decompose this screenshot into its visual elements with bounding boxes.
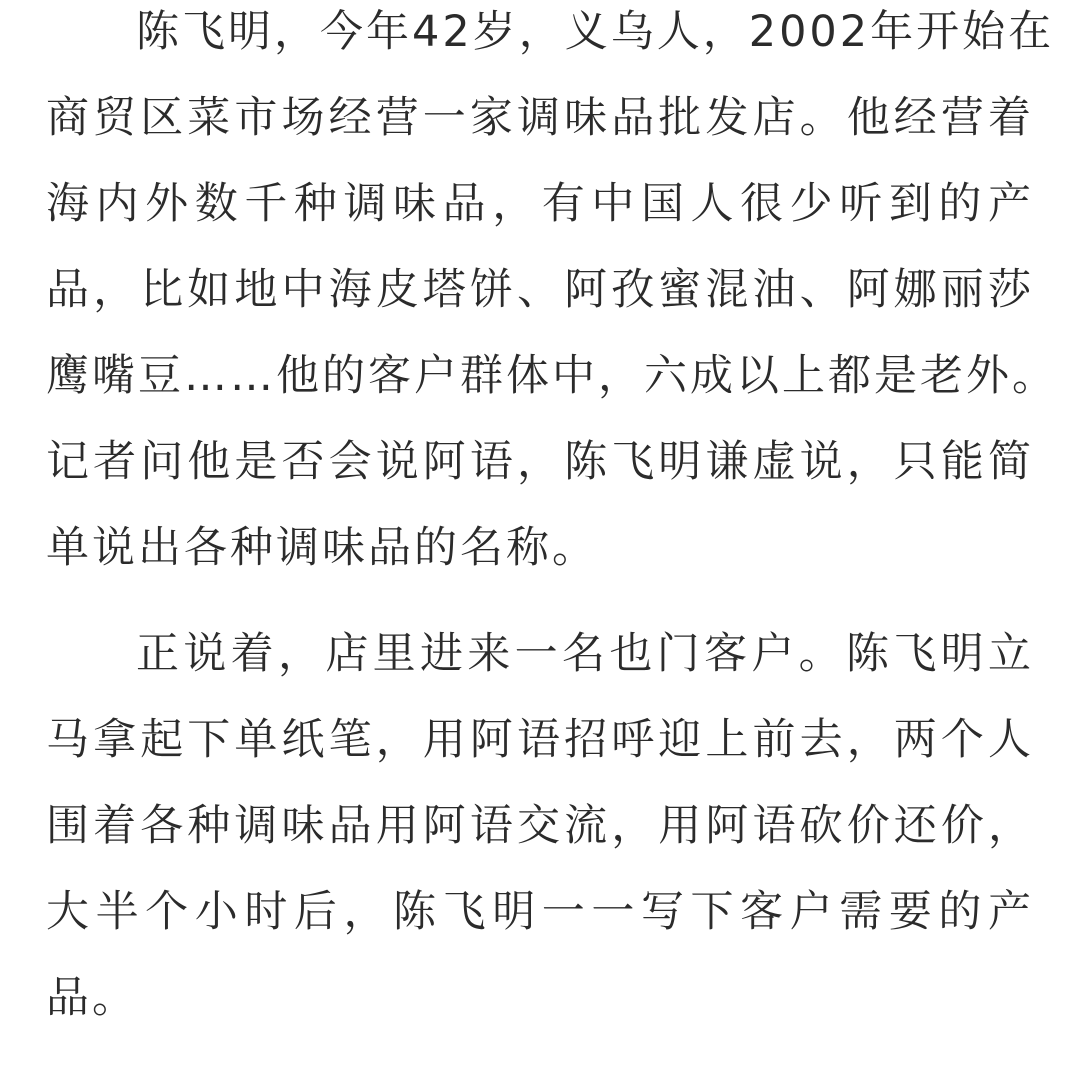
paragraph-2 xyxy=(46,611,1034,1041)
paragraph-line: 单说出各种调味品的名称。 xyxy=(46,523,598,573)
paragraph-line: 正说着，店里进来一名也门客户。陈飞明立 xyxy=(136,629,1034,679)
paragraph-line: 马拿起下单纸笔，用阿语招呼迎上前去，两个人 xyxy=(46,715,1034,765)
paragraph-line: 陈飞明，今年42岁，义乌人，2002年开始在 xyxy=(136,7,1055,57)
paragraph-line: 鹰嘴豆……他的客户群体中，六成以上都是老外。 xyxy=(46,351,1058,401)
paragraph-line: 围着各种调味品用阿语交流，用阿语砍价还价， xyxy=(46,801,1034,851)
paragraph-1 xyxy=(46,0,1058,591)
paragraph-line: 商贸区菜市场经营一家调味品批发店。他经营着 xyxy=(46,93,1034,143)
paragraph-line: 大半个小时后，陈飞明一一写下客户需要的产 xyxy=(46,887,1034,937)
paragraph-line: 品，比如地中海皮塔饼、阿孜蜜混油、阿娜丽莎 xyxy=(46,265,1034,315)
paragraph-line: 品。 xyxy=(46,973,138,1023)
paragraph-line: 海内外数千种调味品，有中国人很少听到的产 xyxy=(46,179,1034,229)
paragraph-line: 记者问他是否会说阿语，陈飞明谦虚说，只能简 xyxy=(46,437,1034,487)
paragraph-spacer xyxy=(46,591,1034,611)
article-body xyxy=(46,0,1058,1041)
